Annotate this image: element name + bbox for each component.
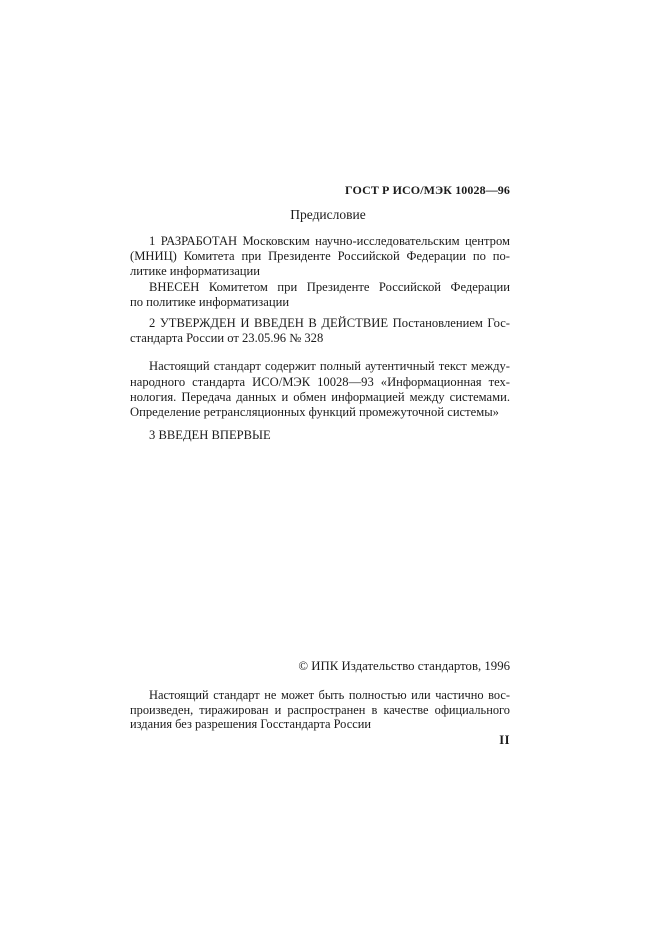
copyright-line: © ИПК Издательство стандартов, 1996 [298, 659, 510, 673]
paragraph [130, 316, 510, 346]
paragraph [130, 359, 510, 420]
paragraph [130, 280, 510, 310]
paragraph-line: (МНИЦ) Комитета при Президенте Российской Федерации по по- [130, 249, 510, 264]
paragraph [130, 428, 510, 443]
paragraph-line: стандарта России от 23.05.96 № 328 [130, 331, 324, 346]
preface-body [130, 234, 510, 443]
paragraph-line: литике информатизации [130, 264, 261, 279]
paragraph-line: по политике информатизации [130, 294, 290, 309]
paragraph-line: 3 ВВЕДЕН ВПЕРВЫЕ [149, 428, 271, 443]
paragraph-line: нология. Передача данных и обмен информацией между системами. [130, 389, 510, 404]
running-header: ГОСТ Р ИСО/МЭК 10028—96 [345, 183, 510, 197]
paragraph-line: издания без разрешения Госстандарта России [130, 717, 371, 732]
paragraph-line: 2 УТВЕРЖДЕН И ВВЕДЕН В ДЕЙСТВИЕ Постановлением Гос- [149, 316, 510, 331]
paragraph-line: ВНЕСЕН Комитетом при Президенте Российской Федерации [149, 279, 510, 294]
paragraph-line: Настоящий стандарт содержит полный аутентичный текст между- [149, 359, 510, 374]
paragraph-line: 1 РАЗРАБОТАН Московским научно-исследовательским центром [149, 234, 510, 248]
paragraph-line: Определение ретрансляционных функций промежуточной системы» [130, 405, 499, 420]
paragraph-line: Настоящий стандарт не может быть полностью или частично вос- [149, 688, 510, 702]
paragraph [130, 688, 510, 732]
page-number: II [499, 733, 510, 747]
paragraph [130, 234, 510, 280]
reproduction-notice [130, 688, 510, 732]
paragraph-line: народного стандарта ИСО/МЭК 10028—93 «Информационная тех- [130, 374, 510, 389]
paragraph-line: произведен, тиражирован и распространен в качестве официального [130, 702, 510, 717]
section-title: Предисловие [290, 207, 366, 222]
